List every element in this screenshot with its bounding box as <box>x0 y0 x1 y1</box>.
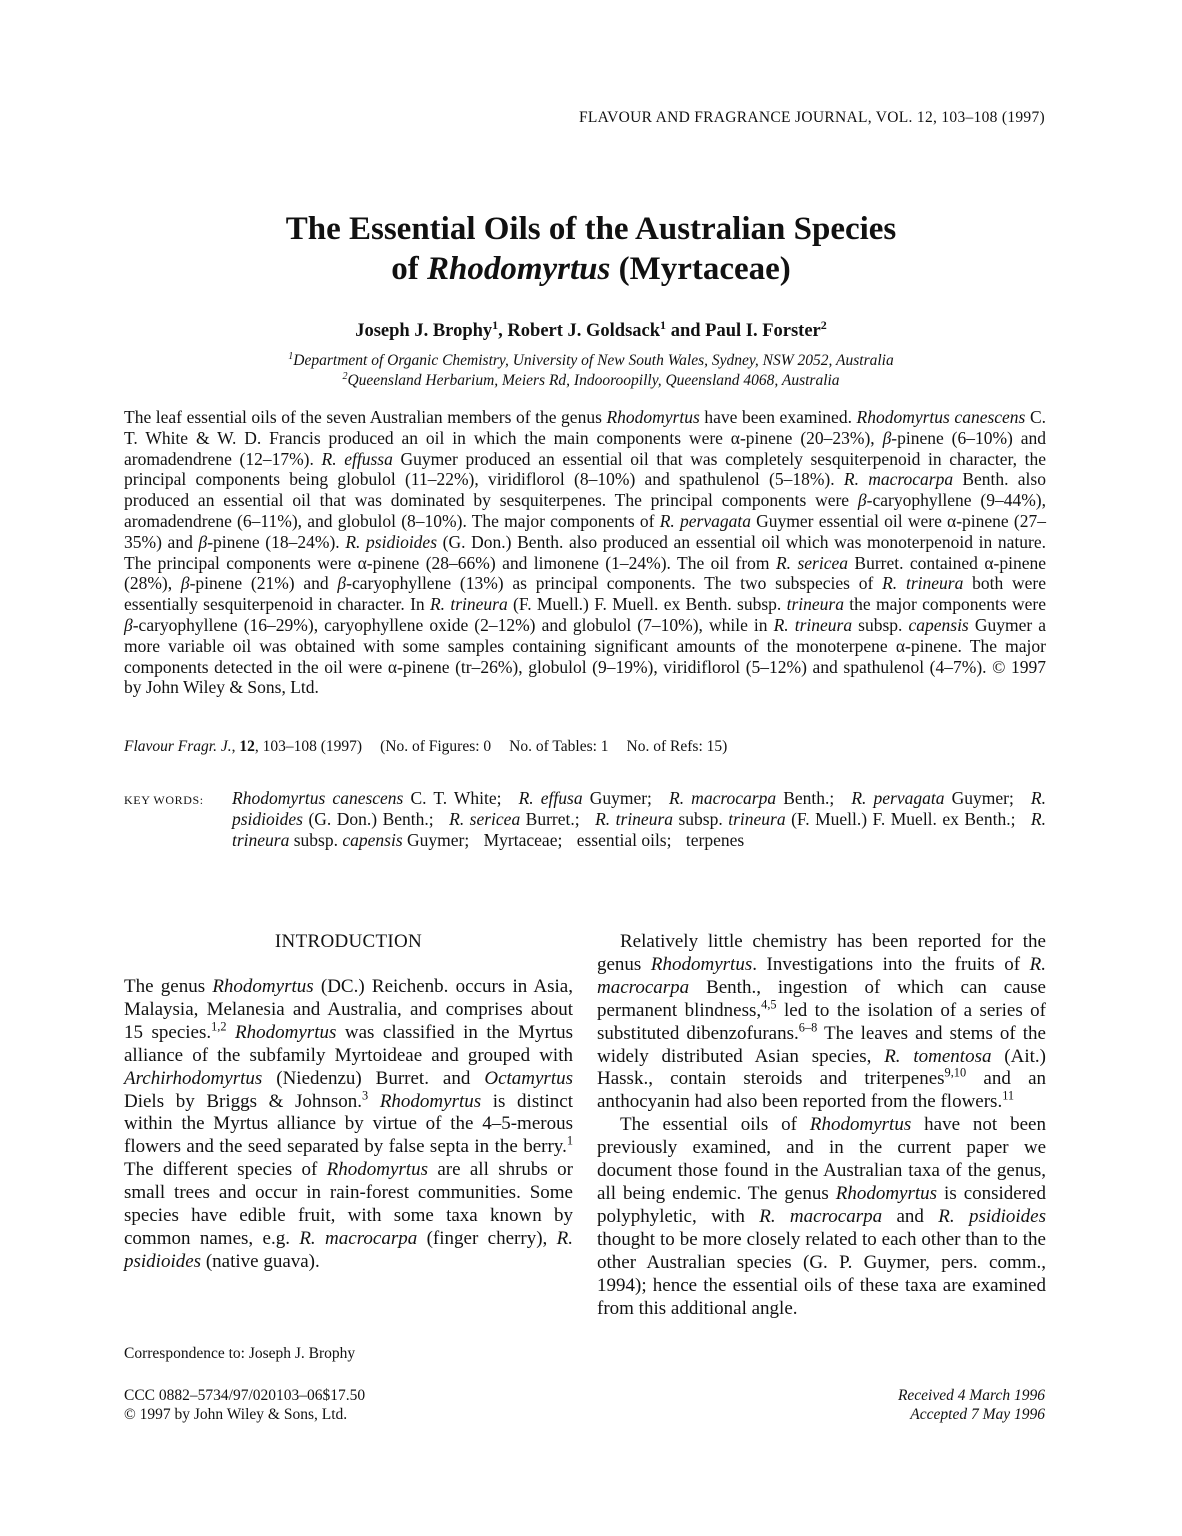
text-run: R. effussa <box>321 448 393 469</box>
text-run: capensis <box>908 614 969 635</box>
text-run: 1,2 <box>211 1019 227 1034</box>
text-run: R. psidioides <box>232 788 1046 829</box>
text-run: R. trineura <box>429 594 508 615</box>
text-run: Guymer produced an essential oil that was completely sesquiterpenoid in character, the principal components being globulol (11–22%), viridiflorol (8–10%) and spathulenol (5–18%). <box>124 448 1046 490</box>
text-run: R. trineura <box>232 809 1046 850</box>
text-run: was classified in the Myrtus alliance of the subfamily Myrtoideae and grouped with <box>124 1021 574 1066</box>
text-run: Rhodomyrtus <box>809 1114 912 1136</box>
text-run: (G. Don.) Benth.; <box>302 809 434 829</box>
author-affil-mark: 1 <box>492 317 499 332</box>
text-run: R. tomentosa <box>884 1045 992 1067</box>
text-run: R. macrocarpa <box>759 1205 883 1227</box>
reference-count: No. of Refs: 15) <box>626 738 728 755</box>
journal-abbreviation: Flavour Fragr. J. <box>124 738 232 755</box>
author-affil-mark: 1 <box>660 317 667 332</box>
author-name: Paul I. Forster <box>705 321 821 341</box>
text-run: Rhodomyrtus <box>606 407 700 427</box>
text-run: have been examined. <box>699 407 857 427</box>
text-run: Benth., ingestion of which can cause permanent blindness, <box>597 976 1046 1021</box>
text-run: trineura <box>728 809 786 829</box>
text-run: (Ait.) Hassk., contain steroids and triterpenes <box>597 1045 1046 1090</box>
text-run: C. T. White; <box>403 788 502 808</box>
text-run: and <box>882 1205 939 1227</box>
text-run: (F. Muell.) F. Muell. ex Benth. subsp. <box>507 594 787 615</box>
text-run <box>227 1022 236 1043</box>
correspondence-note: Correspondence to: Joseph J. Brophy <box>124 1345 356 1362</box>
text-run: 9,10 <box>944 1066 967 1081</box>
text-run: terpenes <box>685 830 745 850</box>
text-run: 4,5 <box>761 997 777 1012</box>
body-paragraph <box>597 1114 1046 1320</box>
text-run: β <box>882 427 892 448</box>
introduction-column <box>124 976 573 1274</box>
text-run: Guymer; <box>402 830 470 850</box>
text-run: The genus <box>124 976 213 997</box>
received-dates <box>898 1386 1045 1424</box>
ccc-code-block <box>124 1386 365 1424</box>
text-run: Burret.; <box>520 809 580 829</box>
text-run: capensis <box>342 830 403 850</box>
copyright-line: © 1997 by John Wiley & Sons, Ltd. <box>124 1406 348 1423</box>
text-run: R. sericea <box>449 809 521 829</box>
figure-count: (No. of Figures: 0 <box>380 738 492 755</box>
text-run: Octamyrtus <box>484 1067 573 1089</box>
text-run: , <box>231 738 240 755</box>
title-line-1: The Essential Oils of the Australian Species <box>285 211 897 247</box>
text-run: (G. Don.) Benth. also produced an essential oil which was monoterpenoid in nature. The principal components were α-pinene (28–66%) and limonene (1–24%). The oil from <box>124 531 1046 573</box>
text-run: trineura <box>786 594 844 615</box>
text-run: (F. Muell.) F. Muell. ex Benth.; <box>785 809 1016 829</box>
right-column <box>597 931 1046 1320</box>
text-run: β <box>124 614 133 635</box>
text-run: essential oils; <box>576 830 672 850</box>
text-run: Rhodomyrtus <box>235 1021 337 1043</box>
text-run: β <box>198 531 208 552</box>
text-run: 3 <box>362 1088 369 1103</box>
text-run: Rhodomyrtus <box>326 1159 428 1181</box>
table-count: No. of Tables: 1 <box>509 738 609 755</box>
text-run: Rhodomyrtus <box>835 1182 938 1204</box>
text-run: Rhodomyrtus <box>212 976 314 997</box>
introduction-paragraph <box>124 976 573 1274</box>
text-run: (Niedenzu) Burret. and <box>262 1067 485 1089</box>
text-run: is considered polyphyletic, with <box>597 1182 1046 1227</box>
text-run: R. macrocarpa <box>843 469 954 490</box>
text-run: R. pervagata <box>851 788 945 808</box>
author-separator: and <box>666 321 706 341</box>
affiliation-mark: 2 <box>342 370 348 382</box>
text-run: Rhodomyrtus <box>379 1090 482 1112</box>
text-run: R. trineura <box>595 809 674 829</box>
body-paragraph <box>597 931 1046 1114</box>
affiliation-text: Queensland Herbarium, Meiers Rd, Indooroopilly, Queensland 4068, Australia <box>347 372 840 389</box>
journal-header: FLAVOUR AND FRAGRANCE JOURNAL, VOL. 12, 103–108 (1997) <box>578 109 1045 126</box>
text-run: Guymer essential oil were α-pinene (27–35%) and <box>124 510 1046 552</box>
author-affil-mark: 2 <box>820 317 827 332</box>
text-run: Benth. also produced an essential oil that was dominated by sesquiterpenes. The principal components were <box>124 469 1046 511</box>
text-run: subsp. <box>852 614 909 635</box>
text-run: . Investigations into the fruits of <box>752 953 1030 975</box>
section-heading-introduction: INTRODUCTION <box>274 931 423 952</box>
text-run: subsp. <box>673 809 729 829</box>
text-run: R. sericea <box>775 552 848 573</box>
text-run: R. effusa <box>518 788 583 808</box>
text-run: 6–8 <box>798 1020 818 1035</box>
author-name: Robert J. Goldsack <box>507 321 661 341</box>
text-run: β <box>857 490 867 511</box>
title-prefix: of <box>391 251 427 287</box>
title-suffix: (Myrtaceae) <box>610 251 791 287</box>
affiliation-1 <box>0 352 1182 370</box>
text-run: the major components were <box>843 594 1046 615</box>
accepted-date: Accepted 7 May 1996 <box>910 1406 1045 1423</box>
text-run: R. psidioides <box>938 1205 1047 1227</box>
text-run: (finger cherry), <box>417 1227 557 1249</box>
text-run: -pinene (6–10%) and aromadendrene (12–17%). <box>124 427 1046 469</box>
article-title <box>0 209 1182 289</box>
text-run: C. T. White & W. D. Francis produced an oil in which the main components were α-pinene (20–23%), <box>124 407 1046 448</box>
text-run: Myrtaceae; <box>483 830 563 850</box>
text-run: (DC.) Reichenb. occurs in Asia, Malaysia, Melanesia and Australia, and comprises about 15 species. <box>124 976 573 1043</box>
title-genus: Rhodomyrtus <box>426 251 611 287</box>
text-run: R. trineura <box>882 573 964 594</box>
text-run: both were essentially sesquiterpenoid in character. In <box>124 573 1046 615</box>
text-run: β <box>180 573 190 594</box>
text-run: are all shrubs or small trees and occur in rain-forest communities. Some species have edible fruit, with some taxa known by common names, e.g. <box>124 1159 573 1249</box>
text-run: -caryophyllene (16–29%), caryophyllene oxide (2–12%) and globulol (7–10%), while in <box>132 614 774 635</box>
text-run: Rhodomyrtus canescens <box>856 407 1026 427</box>
author-separator: , <box>498 321 508 341</box>
text-run: -caryophyllene (13%) as principal components. The two subspecies of <box>346 573 883 594</box>
text-run: R. macrocarpa <box>669 788 777 808</box>
abstract <box>124 407 1046 698</box>
keywords-label: KEY WORDS: <box>124 793 204 807</box>
text-run: Burret. contained α-pinene (28%), <box>124 552 1046 594</box>
text-run: and an anthocyanin had also been reported from the flowers. <box>597 1068 1046 1113</box>
affiliation-text: Department of Organic Chemistry, University of New South Wales, Sydney, NSW 2052, Australia <box>293 352 894 369</box>
text-run: Diels by Briggs & Johnson. <box>124 1090 363 1112</box>
text-run: R. macrocarpa <box>597 953 1046 998</box>
text-run: β <box>337 573 347 594</box>
text-run: subsp. <box>289 830 343 850</box>
text-run: Benth.; <box>776 788 835 808</box>
text-run: is distinct within the Myrtus alliance by virtue of the 4–5-merous flowers and the seed separated by false septa in the berry. <box>124 1090 573 1158</box>
keywords <box>232 788 1046 851</box>
text-run: R. pervagata <box>659 510 751 531</box>
author-name: Joseph J. Brophy <box>355 321 493 341</box>
text-run: led to the isolation of a series of substituted dibenzofurans. <box>597 999 1046 1044</box>
page-range: , 103–108 (1997) <box>254 738 363 755</box>
text-run: Relatively little chemistry has been reported for the genus <box>597 931 1046 975</box>
text-run: R. macrocarpa <box>299 1227 418 1249</box>
text-run: R. psidioides <box>124 1227 573 1272</box>
text-run: R. trineura <box>773 614 853 635</box>
author-list <box>0 317 1182 342</box>
affiliation-mark: 1 <box>288 350 294 362</box>
text-run: -pinene (21%) and <box>189 573 338 594</box>
text-run <box>368 1091 380 1112</box>
text-run: Guymer a more variable oil was obtained with some samples containing significant amounts of the monoterpene α-pinene. The major components detected in the oil were α-pinene (tr–26%), globulol (9–19%), viridiflorol (5–12%) and spathulenol (4–7%). © 1997 by John Wiley & Sons, Ltd. <box>124 614 1046 698</box>
text-run: thought to be more closely related to each other than to the other Australian species (G. P. Guymer, pers. comm., 1994); hence the essential oils of these taxa are examined from this additional angle. <box>597 1228 1046 1319</box>
text-run: have not been previously examined, and in the current paper we document those found in the Australian taxa of the genus, all being endemic. The genus <box>597 1114 1046 1204</box>
text-run: The different species of <box>124 1159 327 1181</box>
title-line-2 <box>0 249 1182 289</box>
text-run: Rhodomyrtus <box>650 953 753 975</box>
text-run: Guymer; <box>944 788 1014 808</box>
affiliation-2 <box>0 372 1182 390</box>
text-run: 1 <box>566 1134 573 1149</box>
text-run: R. psidioides <box>345 531 438 552</box>
text-run: Rhodomyrtus canescens <box>232 788 404 808</box>
text-run: The leaf essential oils of the seven Australian members of the genus <box>124 407 607 427</box>
text-run: The leaves and stems of the widely distributed Asian species, <box>597 1022 1046 1067</box>
text-run: Archirhodomyrtus <box>124 1067 263 1089</box>
text-run: -pinene (18–24%). <box>207 531 346 552</box>
volume-number: 12 <box>239 738 255 755</box>
text-run: Guymer; <box>582 788 652 808</box>
text-run: 11 <box>1002 1089 1015 1104</box>
received-date: Received 4 March 1996 <box>897 1387 1045 1404</box>
text-run: (native guava). <box>201 1250 320 1272</box>
citation-line <box>124 738 1046 756</box>
ccc-code: CCC 0882–5734/97/020103–06$17.50 <box>124 1387 366 1404</box>
text-run: The essential oils of <box>620 1114 810 1136</box>
text-run: -caryophyllene (9–44%), aromadendrene (6–11%), and globulol (8–10%). The major components of <box>124 490 1046 531</box>
